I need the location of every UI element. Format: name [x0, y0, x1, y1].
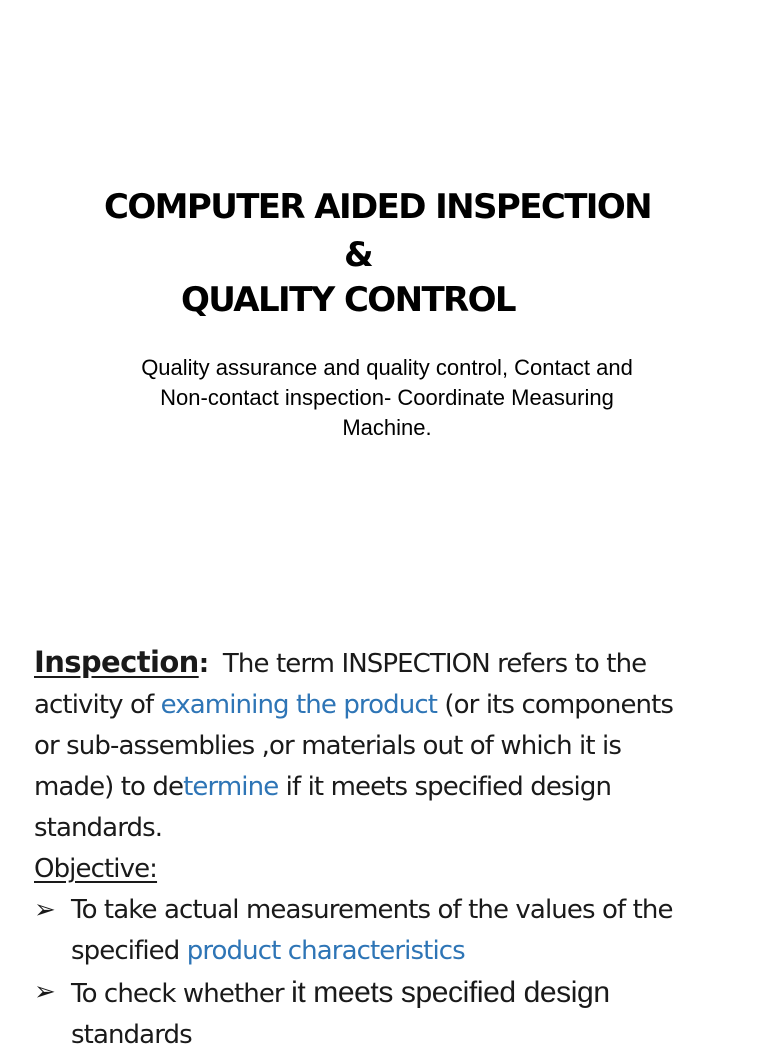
subtitle [80, 353, 694, 443]
highlight-examining-product: examining the product [160, 690, 438, 720]
title-line-2: QUALITY CONTROL [181, 280, 515, 320]
definition-line-2 [34, 685, 764, 726]
definition-line-1 [34, 642, 764, 685]
definition-line-3: or sub-assemblies ,or materials out of which it is [34, 731, 621, 761]
definition-text-4c: if it meets specified design [278, 772, 612, 802]
bullet-1-text: To take actual measurements of the values of the [71, 895, 673, 925]
inspection-heading: Inspection [34, 645, 199, 679]
definition-text-4a: made) to de [34, 772, 184, 802]
bullet-2-line-2: standards [71, 1020, 192, 1050]
definition-text-2a: activity of [34, 690, 161, 720]
content-slide [0, 620, 768, 1050]
bullet-1-line-2 [34, 931, 764, 972]
bullet-1-text-2a: specified [71, 936, 187, 966]
subtitle-line-2: Non-contact inspection- Coordinate Measuring [160, 385, 614, 410]
inspection-definition [34, 642, 764, 1056]
subtitle-line-3: Machine. [342, 415, 432, 440]
definition-text-2c: (or its components [437, 690, 674, 720]
heading-colon: : [198, 649, 209, 679]
definition-line-5: standards. [34, 813, 163, 843]
bullet-2-line-1 [34, 972, 764, 1015]
arrow-bullet-icon: ➢ [34, 977, 55, 1007]
definition-line-4 [34, 767, 764, 808]
highlight-termine: termine [183, 772, 279, 802]
objective-label: Objective: [34, 854, 158, 884]
title-ampersand: & [344, 235, 373, 275]
bullet-2-text-b: it meets specified design [291, 976, 610, 1009]
bullet-1-line-1 [34, 890, 764, 931]
bullet-2-text-a: To check whether [71, 979, 292, 1009]
subtitle-line-1: Quality assurance and quality control, Contact and [141, 355, 633, 380]
definition-text-1: The term INSPECTION refers to the [208, 649, 647, 679]
arrow-bullet-icon: ➢ [34, 895, 55, 925]
title-line-1: COMPUTER AIDED INSPECTION [104, 187, 652, 227]
highlight-product-characteristics: product characteristics [186, 936, 465, 966]
